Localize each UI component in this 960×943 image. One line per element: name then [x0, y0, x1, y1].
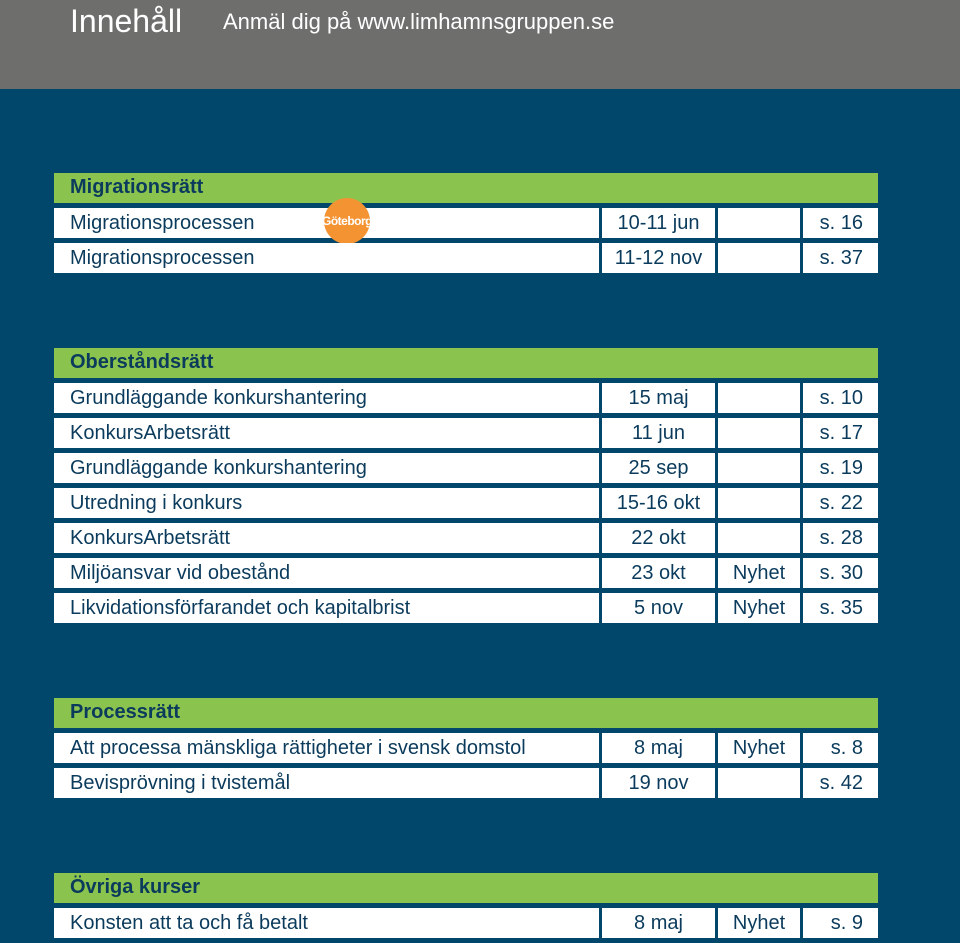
- course-title: Bevisprövning i tvistemål: [54, 768, 599, 798]
- course-row[interactable]: [54, 453, 878, 483]
- page-number: s. 37: [803, 243, 878, 273]
- registration-link[interactable]: Anmäl dig på www.limhamnsgruppen.se: [223, 9, 615, 34]
- course-title: Miljöansvar vid obestånd: [54, 558, 599, 588]
- new-label: [718, 523, 800, 553]
- page-number: s. 10: [803, 383, 878, 413]
- new-label: [718, 208, 800, 238]
- course-title: Migrationsprocessen: [54, 243, 599, 273]
- course-date: 11-12 nov: [602, 243, 715, 273]
- course-row[interactable]: [54, 523, 878, 553]
- course-title: Utredning i konkurs: [54, 488, 599, 518]
- page-number: s. 8: [803, 733, 878, 763]
- new-label: [718, 768, 800, 798]
- course-date: 22 okt: [602, 523, 715, 553]
- new-label: [718, 243, 800, 273]
- new-label: Nyhet: [718, 908, 800, 938]
- course-date: 11 jun: [602, 418, 715, 448]
- course-title: Grundläggande konkurshantering: [54, 383, 599, 413]
- course-row[interactable]: [54, 768, 878, 798]
- course-title: KonkursArbetsrätt: [54, 523, 599, 553]
- page-number: s. 19: [803, 453, 878, 483]
- page-number: s. 17: [803, 418, 878, 448]
- section-ovriga-kurser: [54, 873, 878, 943]
- course-title: Grundläggande konkurshantering: [54, 453, 599, 483]
- course-date: 23 okt: [602, 558, 715, 588]
- page-number: s. 22: [803, 488, 878, 518]
- course-date: 19 nov: [602, 768, 715, 798]
- page-number: s. 16: [803, 208, 878, 238]
- section-processratt: [54, 698, 878, 803]
- course-title: Migrationsprocessen: [70, 212, 255, 234]
- course-row[interactable]: [54, 488, 878, 518]
- new-label: Nyhet: [718, 558, 800, 588]
- course-row[interactable]: [54, 418, 878, 448]
- course-date: 25 sep: [602, 453, 715, 483]
- new-label: [718, 453, 800, 483]
- course-row[interactable]: [54, 733, 878, 763]
- course-row[interactable]: [54, 243, 878, 273]
- page-number: s. 42: [803, 768, 878, 798]
- course-date: 10-11 jun: [602, 208, 715, 238]
- section-heading: Processrätt: [54, 698, 878, 728]
- course-date: 8 maj: [602, 733, 715, 763]
- new-label: Nyhet: [718, 733, 800, 763]
- page-number: s. 28: [803, 523, 878, 553]
- section-heading: Övriga kurser: [54, 873, 878, 903]
- new-label: [718, 488, 800, 518]
- course-row[interactable]: [54, 208, 878, 238]
- new-label: Nyhet: [718, 593, 800, 623]
- course-date: 15-16 okt: [602, 488, 715, 518]
- page-number: s. 35: [803, 593, 878, 623]
- new-label: [718, 383, 800, 413]
- course-title: Att processa mänskliga rättigheter i svensk domstol: [54, 733, 599, 763]
- page-title: Innehåll: [70, 3, 183, 39]
- course-date: 8 maj: [602, 908, 715, 938]
- page-number: s. 9: [803, 908, 878, 938]
- course-title: Konsten att ta och få betalt: [54, 908, 599, 938]
- course-date: 15 maj: [602, 383, 715, 413]
- location-badge: Göteborg: [324, 198, 370, 244]
- new-label: [718, 418, 800, 448]
- course-row[interactable]: [54, 908, 878, 938]
- header-bar: [0, 0, 960, 89]
- course-date: 5 nov: [602, 593, 715, 623]
- section-heading: Oberståndsrätt: [54, 348, 878, 378]
- course-title: Likvidationsförfarandet och kapitalbrist: [54, 593, 599, 623]
- course-title: KonkursArbetsrätt: [54, 418, 599, 448]
- page-number: s. 30: [803, 558, 878, 588]
- course-row[interactable]: [54, 558, 878, 588]
- section-migrationsratt: [54, 173, 878, 278]
- section-obestandsratt: [54, 348, 878, 628]
- section-heading: Migrationsrätt: [54, 173, 878, 203]
- course-row[interactable]: [54, 593, 878, 623]
- course-row[interactable]: [54, 383, 878, 413]
